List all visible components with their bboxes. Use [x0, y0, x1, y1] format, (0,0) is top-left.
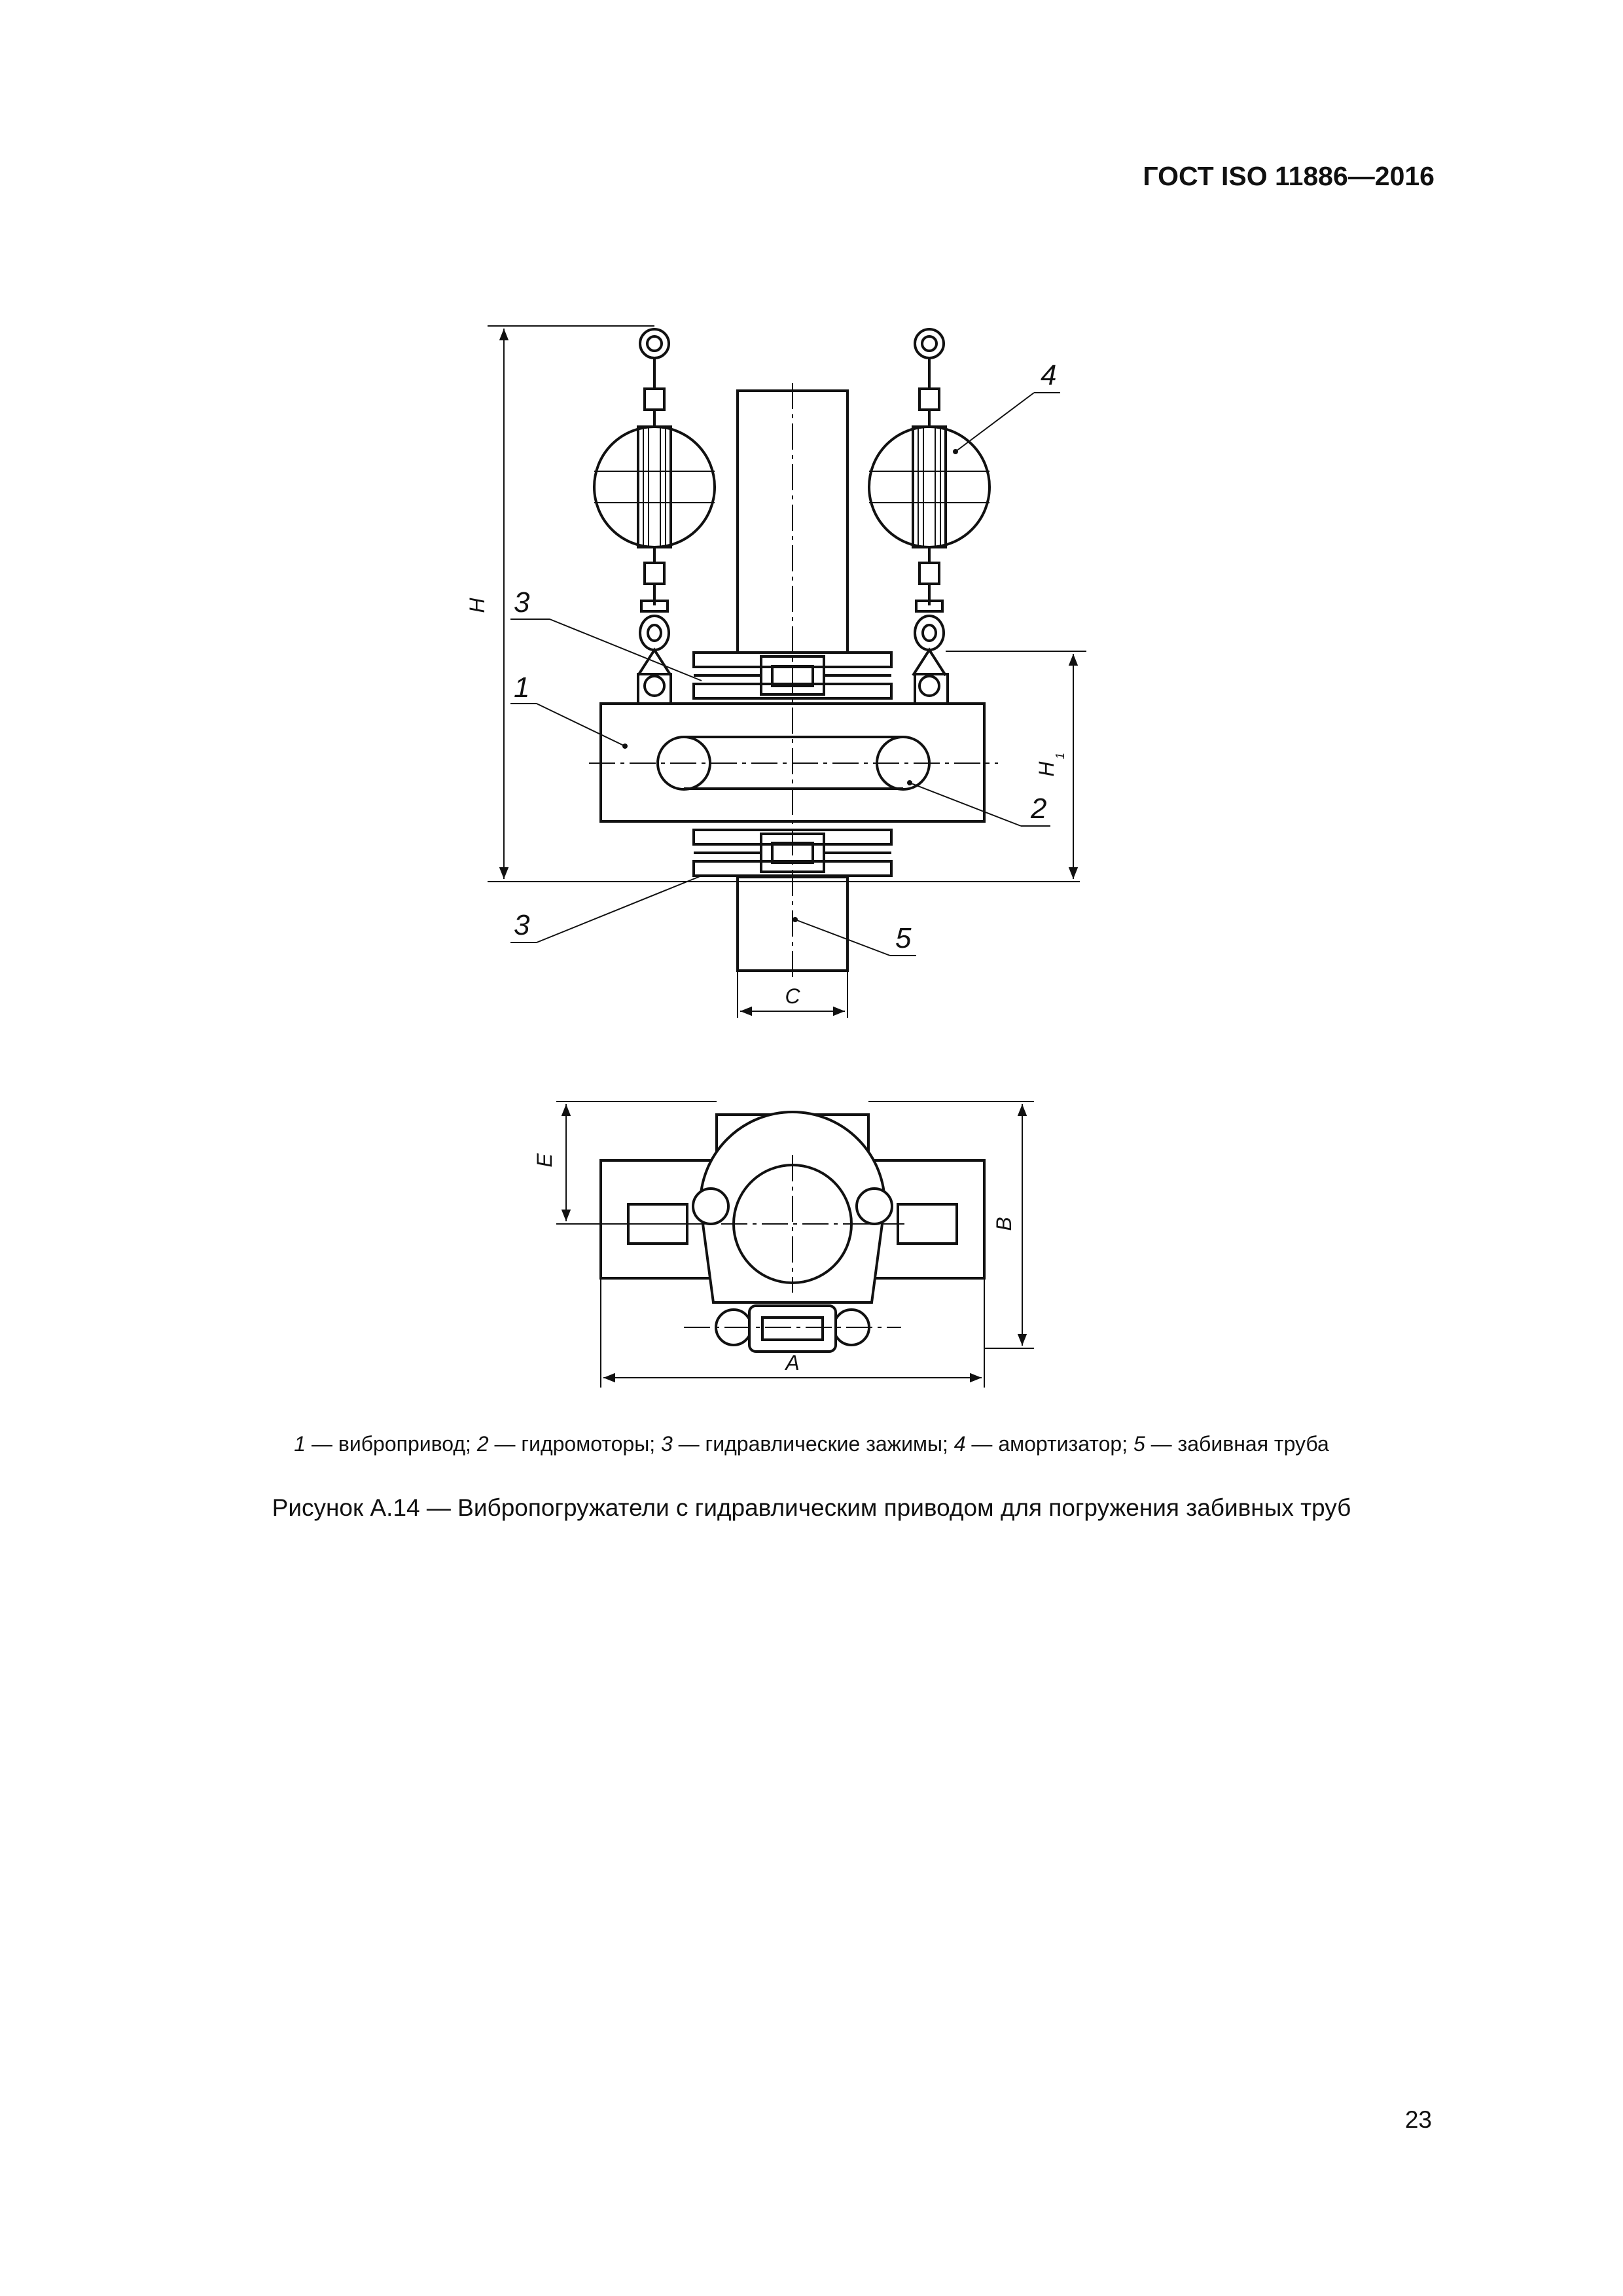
legend-text-4: — амортизатор;	[965, 1432, 1133, 1456]
legend-text-1: — вибропривод;	[306, 1432, 477, 1456]
figure-caption: Рисунок А.14 — Вибропогружатели с гидравлическим приводом для погружения забивных труб	[272, 1494, 1351, 1521]
legend-num-5: 5	[1133, 1432, 1145, 1456]
legend-text-5: — забивная труба	[1145, 1432, 1329, 1456]
top-slot-right	[898, 1204, 957, 1244]
label-e: E	[533, 1153, 556, 1168]
legend-num-1: 1	[294, 1432, 306, 1456]
label-c: C	[785, 984, 800, 1008]
legend-text-3: — гидравлические зажимы;	[672, 1432, 954, 1456]
legend-text-2: — гидромоторы;	[488, 1432, 661, 1456]
top-view	[533, 1102, 1034, 1388]
label-h1-sub: 1	[1054, 752, 1067, 760]
label-a: A	[785, 1351, 800, 1374]
label-h1: H	[1035, 761, 1058, 777]
legend-num-2: 2	[476, 1432, 489, 1456]
legend-num-3: 3	[660, 1432, 673, 1456]
centerlines	[589, 383, 998, 982]
dimension-h	[488, 326, 1086, 882]
side-view	[465, 326, 1086, 1018]
callout-5: 5	[895, 922, 912, 954]
page-header-standard: ГОСТ ISO 11886—2016	[1143, 161, 1435, 191]
callout-3-lower: 3	[514, 909, 530, 941]
page-number: 23	[1404, 2106, 1432, 2133]
callout-1: 1	[514, 672, 530, 704]
label-h: H	[465, 598, 489, 613]
figure-legend	[0, 1432, 1623, 1456]
label-b: B	[992, 1217, 1016, 1231]
callout-4: 4	[1041, 359, 1057, 391]
legend-num-4: 4	[954, 1432, 966, 1456]
callout-2: 2	[1031, 793, 1047, 825]
shock-absorber-left	[594, 329, 715, 696]
shock-absorber-right	[869, 329, 990, 696]
callout-3-upper: 3	[514, 586, 530, 619]
